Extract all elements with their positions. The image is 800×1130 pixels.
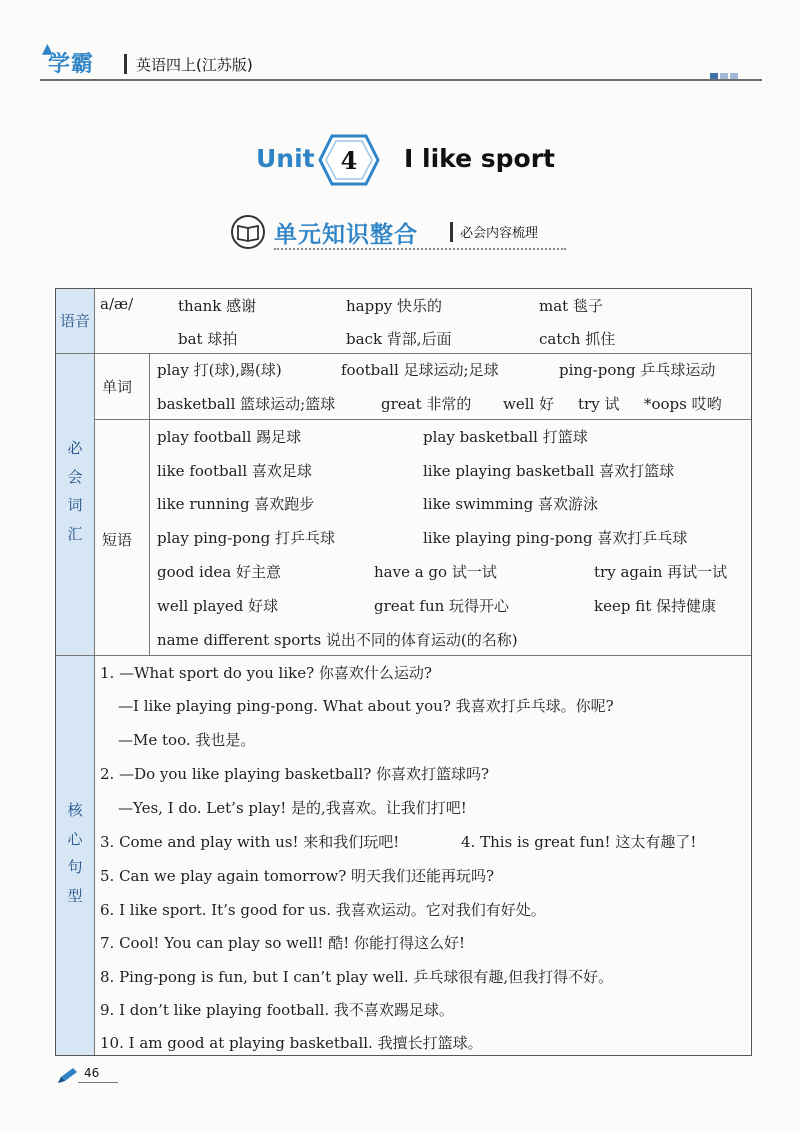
phrase: like football 喜欢足球 — [157, 462, 312, 480]
phrase: great fun 玩得开心 — [374, 597, 510, 615]
book-icon — [230, 214, 266, 250]
sentence: 3. Come and play with us! 来和我们玩吧! — [100, 833, 400, 851]
mortarboard-icon: ▲ — [42, 41, 54, 57]
phrase: play football 踢足球 — [157, 428, 302, 446]
knowledge-table — [55, 288, 752, 1056]
phrases-label: 短语 — [102, 531, 133, 549]
book-title: 英语四上(江苏版) — [136, 56, 253, 74]
section-title: 单元知识整合 — [274, 222, 418, 248]
phrase: like playing ping-pong 喜欢打乒乓球 — [423, 529, 688, 547]
sentence: 8. Ping-pong is fun, but I can’t play well. 乒乓球很有趣,但我打得不好。 — [100, 968, 614, 986]
sentence: 1. —What sport do you like? 你喜欢什么运动? — [100, 664, 432, 682]
page-number: 46 — [84, 1066, 100, 1080]
phonics-word: back 背部,后面 — [346, 330, 452, 348]
sentence: —Yes, I do. Let’s play! 是的,我喜欢。让我们打吧! — [118, 799, 467, 817]
page-header — [40, 41, 762, 80]
phrase: well played 好球 — [157, 597, 279, 615]
phonics-word: happy 快乐的 — [346, 297, 443, 315]
section-underline — [274, 248, 566, 250]
phonics-word: thank 感谢 — [178, 297, 257, 315]
phonics-word: catch 抓住 — [539, 330, 616, 348]
phrase: good idea 好主意 — [157, 563, 282, 581]
vocab-word: basketball 篮球运动;篮球 — [157, 395, 336, 413]
header-divider — [124, 54, 127, 74]
phrase: name different sports 说出不同的体育运动(的名称) — [157, 631, 518, 649]
vocab-word: ping-pong 乒乓球运动 — [559, 361, 716, 379]
sentence: 9. I don’t like playing football. 我不喜欢踢足球。 — [100, 1001, 454, 1019]
pencil-icon — [56, 1067, 78, 1085]
phrase: try again 再试一试 — [594, 563, 728, 581]
footer-rule — [78, 1082, 118, 1083]
vocab-word: well 好 — [503, 395, 555, 413]
vocab-word: try 试 — [578, 395, 620, 413]
sentence: 2. —Do you like playing basketball? 你喜欢打篮球吗? — [100, 765, 490, 783]
phrase: like playing basketball 喜欢打篮球 — [423, 462, 675, 480]
phrase: like swimming 喜欢游泳 — [423, 495, 598, 513]
header-rule — [40, 79, 762, 81]
vocab-word: great 非常的 — [381, 395, 472, 413]
unit-label: Unit — [256, 144, 315, 173]
section-heading — [230, 212, 570, 252]
sentence: —I like playing ping-pong. What about you? 我喜欢打乒乓球。你呢? — [118, 697, 614, 715]
phonics-category: 语音 — [56, 289, 95, 353]
sentence: —Me too. 我也是。 — [118, 731, 256, 749]
vocab-category: 必会词汇 — [56, 354, 95, 655]
sentence: 4. This is great fun! 这太有趣了! — [461, 833, 697, 851]
phrase: have a go 试一试 — [374, 563, 497, 581]
words-label: 单词 — [102, 378, 133, 396]
brand-logo: ▲ 学霸 — [42, 41, 95, 77]
vocab-word: play 打(球),踢(球) — [157, 361, 282, 379]
unit-heading — [0, 130, 800, 190]
vocab-word: *oops 哎哟 — [644, 395, 722, 413]
sentence: 5. Can we play again tomorrow? 明天我们还能再玩吗? — [100, 867, 495, 885]
hexagon-badge-icon — [318, 134, 380, 186]
sentence: 7. Cool! You can play so well! 酷! 你能打得这么好! — [100, 934, 466, 952]
phrase: keep fit 保持健康 — [594, 597, 717, 615]
phonics-word: mat 毯子 — [539, 297, 603, 315]
section-divider — [450, 222, 453, 242]
sentences-category: 核心句型 — [56, 656, 95, 1055]
phrase: like running 喜欢跑步 — [157, 495, 315, 513]
phrase: play basketball 打篮球 — [423, 428, 588, 446]
unit-name: I like sport — [404, 144, 555, 173]
sentence: 6. I like sport. It’s good for us. 我喜欢运动。它对我们有好处。 — [100, 901, 546, 919]
phonics-sound: a/æ/ — [100, 295, 134, 313]
header-marks — [708, 66, 738, 85]
phonics-word: bat 球拍 — [178, 330, 238, 348]
vocab-word: football 足球运动;足球 — [341, 361, 499, 379]
sentence: 10. I am good at playing basketball. 我擅长打篮球。 — [100, 1034, 483, 1052]
unit-number: 4 — [340, 146, 358, 175]
phrase: play ping-pong 打乒乓球 — [157, 529, 335, 547]
section-subtitle: 必会内容梳理 — [460, 226, 539, 241]
